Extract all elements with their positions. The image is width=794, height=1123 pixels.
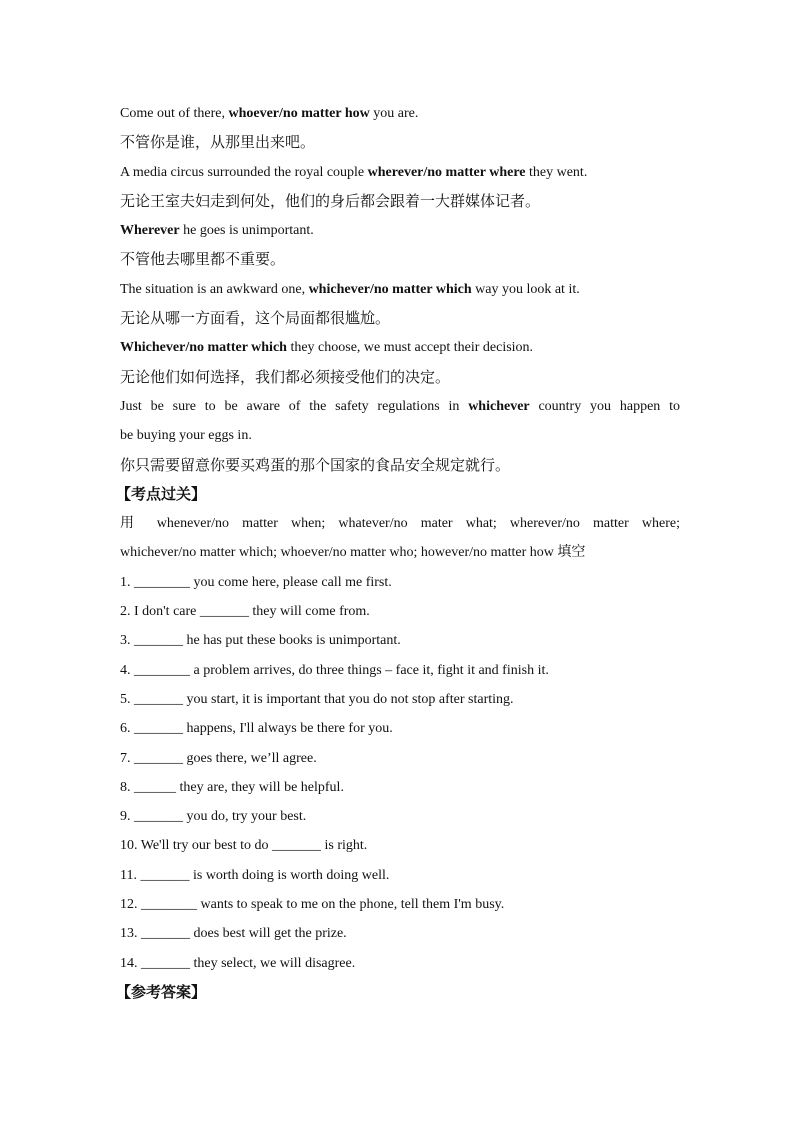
example-5-en: Whichever/no matter which they choose, we must accept their decision.	[120, 340, 534, 356]
exercise-item: 14. _______ they select, we will disagree.	[120, 955, 356, 971]
example-5-zh: 无论他们如何选择，我们都必须接受他们的决定。	[120, 367, 451, 386]
exercise-item: 9. _______ you do, try your best.	[120, 809, 307, 825]
exercise-item: 10. We'll try our best to do _______ is right.	[120, 838, 368, 854]
section-heading-answer: 【参考答案】	[116, 982, 207, 1001]
example-6-en-line2: be buying your eggs in.	[120, 428, 252, 444]
example-1-en: Come out of there, whoever/no matter how you are.	[120, 106, 419, 121]
exercise-item: 2. I don't care _______ they will come from.	[120, 604, 370, 620]
exercise-item: 4. ________ a problem arrives, do three things – face it, fight it and finish it.	[120, 662, 549, 678]
example-2-zh: 无论王室夫妇走到何处，他们的身后都会跟着一大群媒体记者。	[120, 191, 541, 210]
instruction-line-1: 用 whenever/no matter when; whatever/no mater what; wherever/no matter where;	[120, 516, 680, 532]
exercise-item: 7. _______ goes there, we’ll agree.	[120, 750, 317, 766]
example-3-en: Wherever he goes is unimportant.	[120, 223, 314, 239]
exercise-item: 5. _______ you start, it is important that you do not stop after starting.	[120, 691, 514, 707]
example-4-en: The situation is an awkward one, whichever/no matter which way you look at it.	[120, 281, 580, 297]
exercise-item: 3. _______ he has put these books is unimportant.	[120, 633, 401, 649]
exercise-item: 1. ________ you come here, please call me first.	[120, 574, 392, 590]
instruction-line-2: whichever/no matter which; whoever/no matter who; however/no matter how 填空	[120, 545, 586, 561]
exercise-item: 11. _______ is worth doing is worth doing well.	[120, 867, 390, 883]
exercise-item: 6. _______ happens, I'll always be there for you.	[120, 721, 393, 737]
example-1-zh: 不管你是谁，从那里出来吧。	[120, 133, 316, 152]
section-heading-exercise: 【考点过关】	[116, 484, 207, 503]
example-2-en: A media circus surrounded the royal couple wherever/no matter where they went.	[120, 164, 588, 180]
exercise-list	[120, 568, 680, 978]
example-3-zh: 不管他去哪里都不重要。	[120, 250, 286, 269]
exercise-item: 12. ________ wants to speak to me on the phone, tell them I'm busy.	[120, 897, 505, 913]
example-6-zh: 你只需要留意你要买鸡蛋的那个国家的食品安全规定就行。	[120, 455, 511, 474]
exercise-item: 8. ______ they are, they will be helpful.	[120, 779, 344, 795]
document-page	[116, 99, 680, 1007]
exercise-item: 13. _______ does best will get the prize.	[120, 926, 347, 942]
example-6-en-line1: Just be sure to be aware of the safety regulations in whichever country you happen to	[120, 398, 680, 414]
example-4-zh: 无论从哪一方面看，这个局面都很尴尬。	[120, 309, 391, 328]
